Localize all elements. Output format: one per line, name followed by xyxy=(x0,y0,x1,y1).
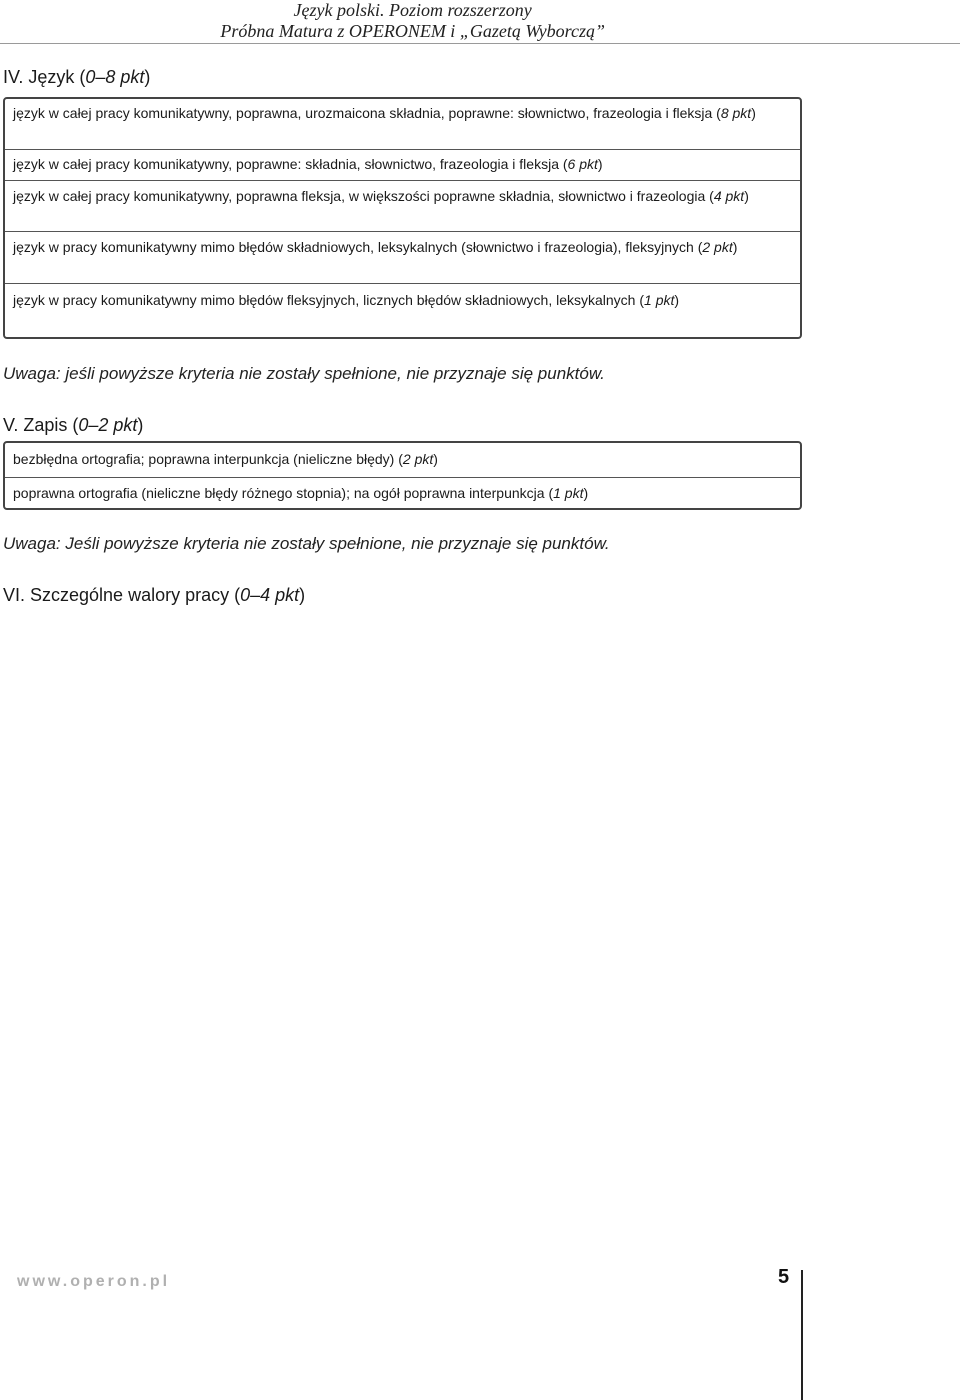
criteria-row: język w całej pracy komunikatywny, poprawna, urozmaicona składnia, poprawne: słownictwo, frazeologia i fleksja (8 pkt) xyxy=(13,105,756,121)
section-4-title: IV. Język (0–8 pkt) xyxy=(3,67,151,87)
page-number: 5 xyxy=(778,1266,790,1288)
footer-url[interactable]: www.operon.pl xyxy=(17,1273,171,1290)
section-5-note: Uwaga: Jeśli powyższe kryteria nie zostały spełnione, nie przyznaje się punktów. xyxy=(3,534,610,553)
criteria-row: język w całej pracy komunikatywny, poprawna fleksja, w większości poprawne składnia, słownictwo i frazeologia (4 pkt) xyxy=(5,180,800,231)
section-4-criteria-table xyxy=(3,97,802,339)
footer-divider xyxy=(801,1270,803,1400)
criteria-row: język w całej pracy komunikatywny, poprawne: składnia, słownictwo, frazeologia i fleksja (6 pkt) xyxy=(5,149,800,180)
header-subject: Język polski. Poziom rozszerzony xyxy=(293,0,532,20)
header-exam-title: Próbna Matura z OPERONEM i „Gazetą Wyborczą” xyxy=(220,21,605,41)
section-5-criteria-table xyxy=(3,441,802,510)
criteria-row: poprawna ortografia (nieliczne błędy różnego stopnia); na ogół poprawna interpunkcja (1 pkt) xyxy=(5,477,800,508)
criteria-row: język w pracy komunikatywny mimo błędów składniowych, leksykalnych (słownictwo i frazeologia), fleksyjnych (2 pkt) xyxy=(5,231,800,283)
section-4-note: Uwaga: jeśli powyższe kryteria nie zostały spełnione, nie przyznaje się punktów. xyxy=(3,364,605,383)
page-header xyxy=(220,0,605,42)
criteria-row: język w pracy komunikatywny mimo błędów fleksyjnych, licznych błędów składniowych, leksykalnych (1 pkt) xyxy=(5,283,800,337)
section-5-title: V. Zapis (0–2 pkt) xyxy=(3,415,144,435)
header-divider xyxy=(0,43,960,44)
section-6-title: VI. Szczególne walory pracy (0–4 pkt) xyxy=(3,585,306,605)
criteria-row: bezbłędna ortografia; poprawna interpunkcja (nieliczne błędy) (2 pkt) xyxy=(13,451,438,467)
